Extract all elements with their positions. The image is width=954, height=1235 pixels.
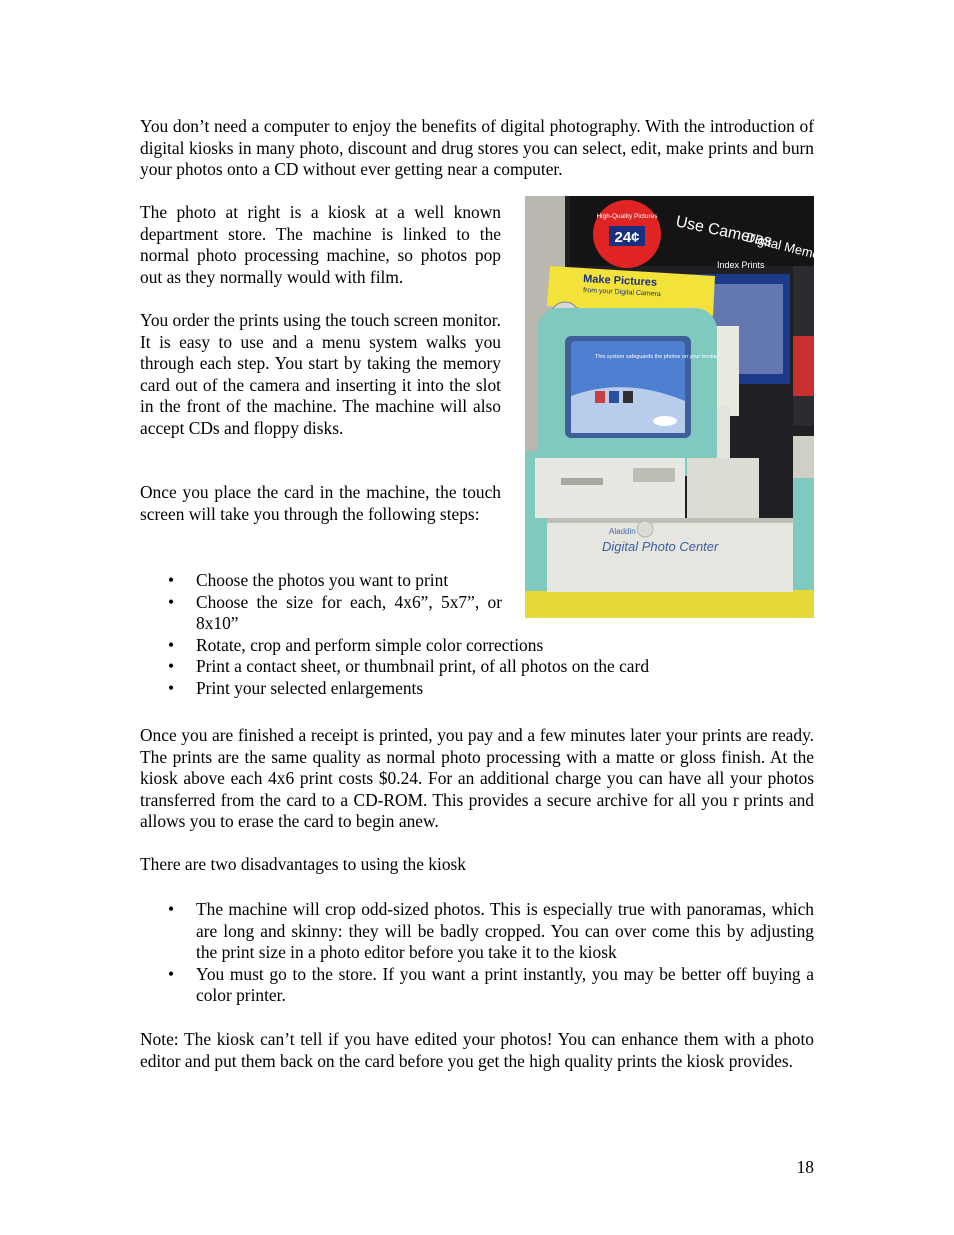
banner-index-prints: Index Prints xyxy=(717,260,765,270)
kiosk-name-text: Digital Photo Center xyxy=(602,539,719,554)
order-paragraph xyxy=(140,310,501,440)
sign-price-text: 24¢ xyxy=(614,229,640,246)
photo-description-text: The photo at right is a kiosk at a well known department store. The machine is linked to the normal photo processing machine, so photos pop out as they normally would with film. xyxy=(140,202,501,287)
kiosk-base xyxy=(547,518,793,592)
sign-top-text: High-Quality Pictures xyxy=(596,213,658,220)
order-text: You order the prints using the touch screen monitor. It is easy to use and a menu system walks you through each step. You start by taking the memory card out of the camera and inserting it into the slot in the front of the machine. The machine will also accept CDs and floppy disks. xyxy=(140,310,501,438)
kiosk-card-slot-panel xyxy=(535,458,685,518)
list-item: • Choose the size for each, 4x6”, 5x7”, or 8x10” xyxy=(140,592,502,635)
photo-description-paragraph xyxy=(140,202,501,288)
finished-paragraph xyxy=(140,725,814,833)
banner-make-pictures: Make Pictures xyxy=(582,273,658,289)
disadvantages-list xyxy=(140,899,814,1007)
list-item: • Choose the photos you want to print xyxy=(140,570,502,592)
page-number: 18 xyxy=(796,1157,814,1177)
list-item: • You must go to the store. If you want a print instantly, you may be better off buying a color printer. xyxy=(140,964,814,1007)
list-item: • Rotate, crop and perform simple color corrections xyxy=(140,635,814,657)
note-text: Note: The kiosk can’t tell if you have edited your photos! You can enhance them with a photo editor and put them back on the card before you get the high quality prints the kiosk provides. xyxy=(140,1029,814,1071)
banner-digital-memory: Digital Memory xyxy=(744,229,833,265)
finished-text: Once you are finished a receipt is printed, you pay and a few minutes later your prints are ready. The prints are the same quality as normal photo processing with a matte or gloss finish. At the kiosk above each 4x6 print costs $0.24. For an additional charge you can have all your photos transferred from the card to a CD-ROM. This provides a secure archive for all you r prints and allows you to erase the card to begin anew. xyxy=(140,725,814,832)
list-item: • The machine will crop odd-sized photos. This is especially true with panoramas, which are long and skinny: they will be badly cropped. You can over come this by adjusting the print size in a photo editor before you take it to the kiosk xyxy=(140,899,814,964)
banner-use-cameras: Use Cameras xyxy=(674,213,774,251)
kiosk-brand-text: Aladdin xyxy=(609,527,636,536)
once-place-text: Once you place the card in the machine, the touch screen will take you through the following steps: xyxy=(140,482,501,524)
screen-text: This system safeguards the photos on your media xyxy=(595,354,717,360)
intro-paragraph xyxy=(140,116,814,181)
intro-text: You don’t need a computer to enjoy the benefits of digital photography. With the introduction of digital kiosks in many photo, discount and drug stores you can select, edit, make prints and burn your photos onto a CD without ever getting near a computer. xyxy=(140,116,814,180)
kiosk-photo xyxy=(525,196,833,618)
disadvantages-text: There are two disadvantages to using the kiosk xyxy=(140,854,466,874)
list-item: • Print your selected enlargements xyxy=(140,678,814,700)
banner-from-digital: from your Digital Camera xyxy=(582,287,661,299)
kiosk-illustration xyxy=(525,196,833,618)
list-item: • Print a contact sheet, or thumbnail print, of all photos on the card xyxy=(140,656,814,678)
disadvantages-heading xyxy=(140,854,814,876)
note-paragraph xyxy=(140,1029,814,1072)
once-place-paragraph xyxy=(140,482,501,525)
